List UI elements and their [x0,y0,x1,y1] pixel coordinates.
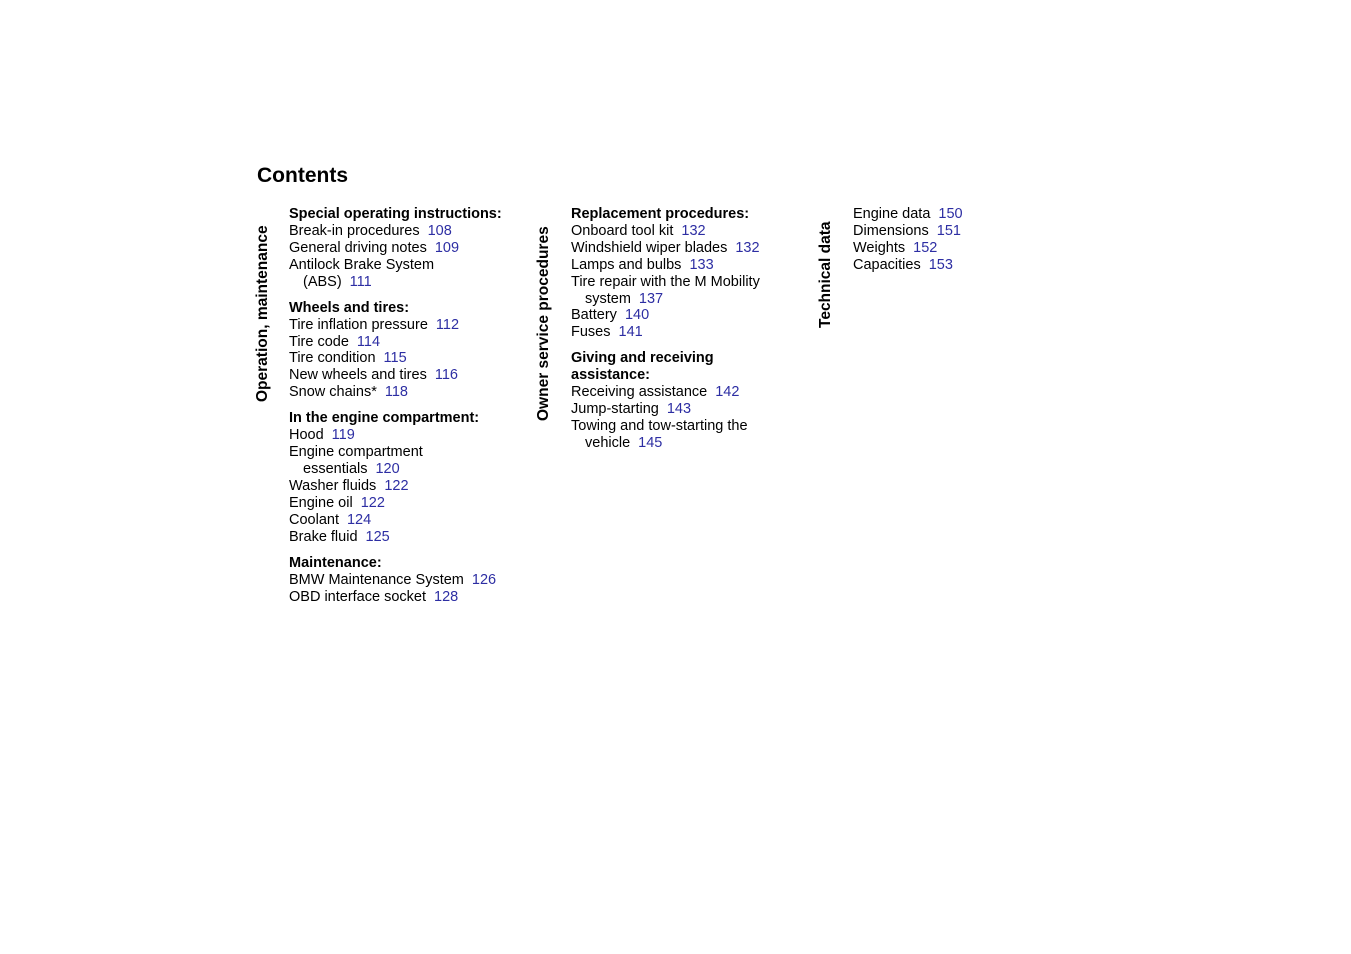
entry-text: Break-in procedures [289,222,420,239]
toc-group-maintenance [289,555,524,606]
toc-entry [571,274,786,308]
entry-text: BMW Maintenance System [289,571,464,588]
entry-text: Hood [289,427,324,444]
page-link[interactable]: 152 [913,239,938,256]
toc-group-assistance [571,350,786,451]
entry-text: Towing and tow-starting the vehicle [571,418,748,451]
entry-text: Engine oil [289,494,353,511]
toc-entry [571,257,786,274]
page-link[interactable]: 151 [936,222,961,239]
toc-entry [853,240,1013,257]
toc-entry [571,401,786,418]
toc-entry [571,384,786,401]
page-link[interactable]: 108 [427,222,452,239]
page-link[interactable]: 145 [638,434,663,451]
toc-entry [571,223,786,240]
entry-text: OBD interface socket [289,588,426,605]
page-link[interactable]: 120 [375,461,400,478]
entry-text: Tire repair with the M Mobility system [571,273,760,307]
toc-entry [289,317,524,334]
entry-text: Brake fluid [289,528,358,545]
group-heading: Replacement procedures: [571,206,750,222]
toc-entry [571,240,786,257]
entry-text: Weights [853,239,906,256]
toc-entry [571,307,786,324]
entry-text: Tire condition [289,350,376,367]
page-link[interactable]: 119 [331,427,355,444]
page-link[interactable]: 118 [384,384,408,401]
toc-entry [289,529,524,546]
page-link[interactable]: 132 [735,239,760,256]
group-heading: Wheels and tires: [289,299,410,316]
toc-entry [289,589,524,606]
toc-entry [289,223,524,240]
entry-text: Fuses [571,324,611,341]
page-link[interactable]: 140 [624,307,650,324]
entry-text: Engine data [853,206,931,222]
entry-text: Battery [571,307,617,324]
page-link[interactable]: 153 [928,256,953,273]
toc-entry [289,384,524,401]
page-link[interactable]: 141 [618,324,643,341]
section-label-operation-maintenance: Operation, maintenance [254,225,271,402]
entry-text: Snow chains* [289,384,377,401]
toc-entry [853,206,1013,223]
page-link[interactable]: 133 [689,256,714,273]
group-heading: Maintenance: [289,554,382,571]
entry-text: New wheels and tires [289,367,427,384]
page-title: Contents [257,164,348,187]
toc-group-replacement [571,206,786,341]
entry-text: Engine compartment essentials [289,444,423,478]
entry-text: Lamps and bulbs [571,256,682,273]
page-link[interactable]: 112 [435,316,460,333]
entry-text: Tire code [289,333,349,350]
toc-entry [289,367,524,384]
toc-entry [853,257,1013,274]
page-link[interactable]: 115 [383,350,407,367]
entry-text: Capacities [853,256,921,273]
entry-text: Washer fluids [289,477,377,494]
toc-entry [289,478,524,495]
toc-group-engine-compartment [289,410,524,545]
page-link[interactable]: 137 [638,290,664,307]
page-link[interactable]: 142 [715,384,740,401]
page-link[interactable]: 150 [938,206,963,222]
entry-text: Dimensions [853,222,929,239]
toc-group-wheels-tires [289,300,524,401]
group-heading: In the engine compartment: [289,410,480,427]
section-column-technical-data [853,206,1013,283]
page-link[interactable]: 111 [349,273,372,290]
page-link[interactable]: 122 [360,494,385,511]
entry-text: Jump-starting [571,401,659,418]
group-heading: Special operating instructions: [289,206,502,222]
entry-text: General driving notes [289,239,427,256]
entry-text: Onboard tool kit [571,222,674,239]
toc-entry [289,257,463,291]
page-link[interactable]: 124 [346,511,372,528]
page-link[interactable]: 109 [434,239,460,256]
page-link[interactable]: 132 [681,222,706,239]
toc-entry [289,427,524,444]
page-link[interactable]: 125 [365,528,390,545]
toc-entry [571,418,785,452]
toc-entry [853,223,1013,240]
toc-entry [289,444,463,478]
toc-entry [289,512,524,529]
toc-entry [289,240,524,257]
page-link[interactable]: 143 [666,401,692,418]
toc-entry [289,350,524,367]
entry-text: Coolant [289,511,339,528]
entry-text: Receiving assistance [571,384,708,401]
toc-entry [289,334,524,351]
entry-text: Windshield wiper blades [571,239,728,256]
toc-group-technical [853,206,1013,274]
toc-entry [289,495,524,512]
entry-text: Tire inflation pressure [289,316,428,333]
page-link[interactable]: 114 [356,333,381,350]
page-link[interactable]: 116 [434,367,458,384]
toc-entry [289,572,524,589]
group-heading: Giving and receiving assistance: [571,350,714,384]
entry-text: Antilock Brake System (ABS) [289,256,435,290]
page-link[interactable]: 122 [384,477,409,494]
page-link[interactable]: 126 [471,571,497,588]
section-column-owner-service [571,206,786,461]
section-label-technical-data: Technical data [817,221,834,328]
section-column-operation-maintenance [289,206,524,615]
page-link[interactable]: 128 [434,588,459,605]
toc-entry [571,324,786,341]
toc-group-special-operating [289,206,524,291]
section-label-owner-service: Owner service procedures [535,226,552,421]
